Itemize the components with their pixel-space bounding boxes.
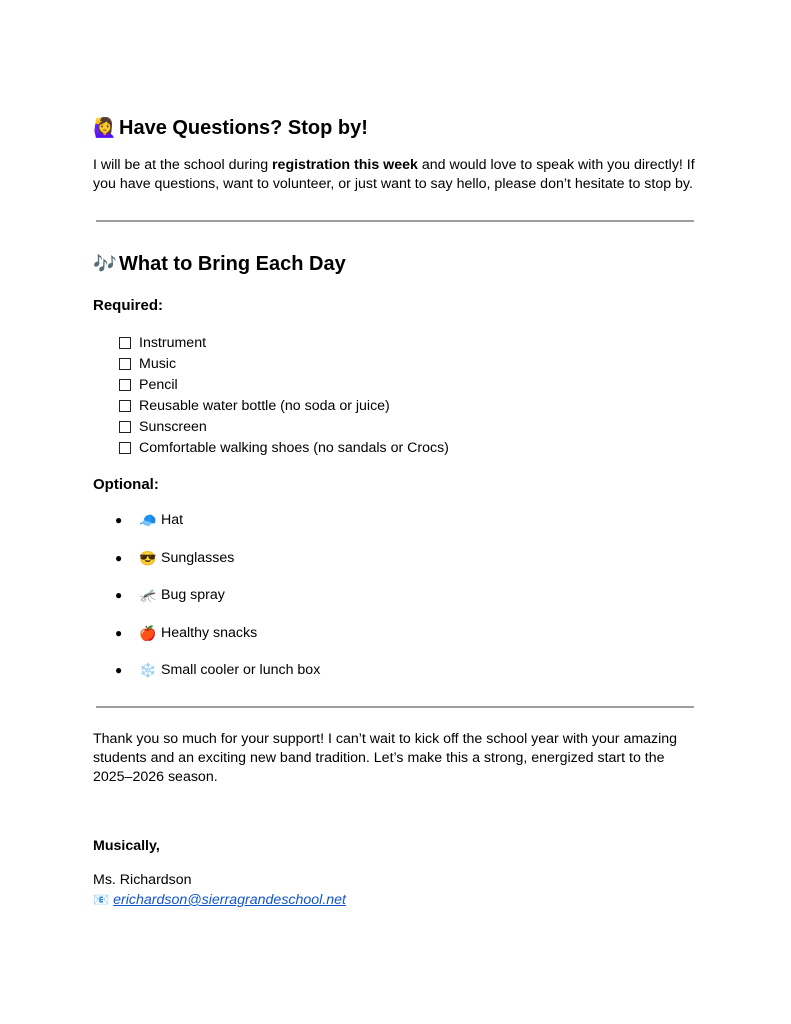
- checkbox[interactable]: [119, 337, 131, 349]
- bullet-icon: ●: [115, 625, 123, 640]
- bullet-icon: ●: [115, 550, 123, 565]
- questions-text-bold: registration this week: [272, 157, 418, 173]
- questions-paragraph: [93, 156, 713, 194]
- checklist-item[interactable]: [119, 332, 449, 353]
- optional-list: [93, 510, 320, 698]
- snowflake-icon: ❄️: [139, 662, 157, 678]
- checklist-item[interactable]: [119, 395, 449, 416]
- checklist-item-label: Comfortable walking shoes (no sandals or Crocs): [139, 439, 449, 456]
- envelope-icon: 📧: [93, 892, 110, 907]
- checklist-item[interactable]: [119, 374, 449, 395]
- bullet-icon: ●: [115, 663, 123, 677]
- checklist-item-label: Reusable water bottle (no soda or juice): [139, 397, 390, 414]
- bullet-icon: ●: [115, 513, 123, 527]
- checklist-item[interactable]: [119, 416, 449, 437]
- list-item-label: Bug spray: [161, 587, 225, 603]
- list-item: [93, 548, 320, 586]
- list-item-label: Hat: [161, 512, 184, 528]
- thanks-paragraph: Thank you so much for your support! I can’t wait to kick off the school year with your amazing students and an exciting new band tradition. Let’s make this a strong, energized start to the 2025–2026 season.: [93, 731, 678, 785]
- checklist-item-label: Sunscreen: [139, 418, 207, 435]
- bullet-icon: ●: [115, 588, 123, 602]
- checklist-item[interactable]: [119, 353, 449, 374]
- email-line: [93, 890, 346, 910]
- required-checklist: [119, 332, 449, 458]
- checklist-item-label: Instrument: [139, 334, 207, 351]
- bring-heading: [93, 252, 346, 277]
- list-item-label: Small cooler or lunch box: [161, 662, 321, 678]
- raising-hand-icon: 🙋‍♀️: [93, 118, 117, 139]
- checklist-item[interactable]: [119, 437, 449, 458]
- questions-title: Have Questions? Stop by!: [119, 117, 368, 139]
- questions-heading: [93, 116, 368, 141]
- checkbox[interactable]: [119, 442, 131, 454]
- signoff: Musically,: [93, 838, 160, 854]
- list-item: [93, 623, 320, 661]
- apple-icon: 🍎: [139, 624, 157, 641]
- checkbox[interactable]: [119, 421, 131, 433]
- required-label: Required:: [93, 297, 164, 314]
- checkbox[interactable]: [119, 358, 131, 370]
- questions-text-start: I will be at the school during: [93, 157, 273, 173]
- checkbox[interactable]: [119, 379, 131, 391]
- music-notes-icon: 🎶: [93, 254, 117, 275]
- questions-text-end: and would love to speak with you directly! If you have questions, want to volunteer, or just want to say hello, please don’t hesitate to stop by.: [93, 157, 695, 192]
- list-item: [93, 585, 320, 623]
- checklist-item-label: Pencil: [139, 376, 178, 393]
- checkbox[interactable]: [119, 400, 131, 412]
- bring-title: What to Bring Each Day: [119, 253, 346, 275]
- divider: [96, 706, 694, 708]
- list-item: [93, 510, 320, 548]
- list-item: [93, 660, 320, 698]
- list-item-label: Healthy snacks: [161, 624, 258, 641]
- email-link[interactable]: erichardson@sierragrandeschool.net: [113, 892, 347, 908]
- mosquito-icon: 🦟: [139, 587, 157, 603]
- signature-name: Ms. Richardson: [93, 872, 192, 888]
- cap-icon: 🧢: [139, 512, 157, 528]
- divider: [96, 220, 694, 222]
- sunglasses-icon: 😎: [139, 549, 157, 566]
- checklist-item-label: Music: [139, 355, 177, 372]
- optional-label: Optional:: [93, 476, 159, 493]
- list-item-label: Sunglasses: [161, 549, 235, 566]
